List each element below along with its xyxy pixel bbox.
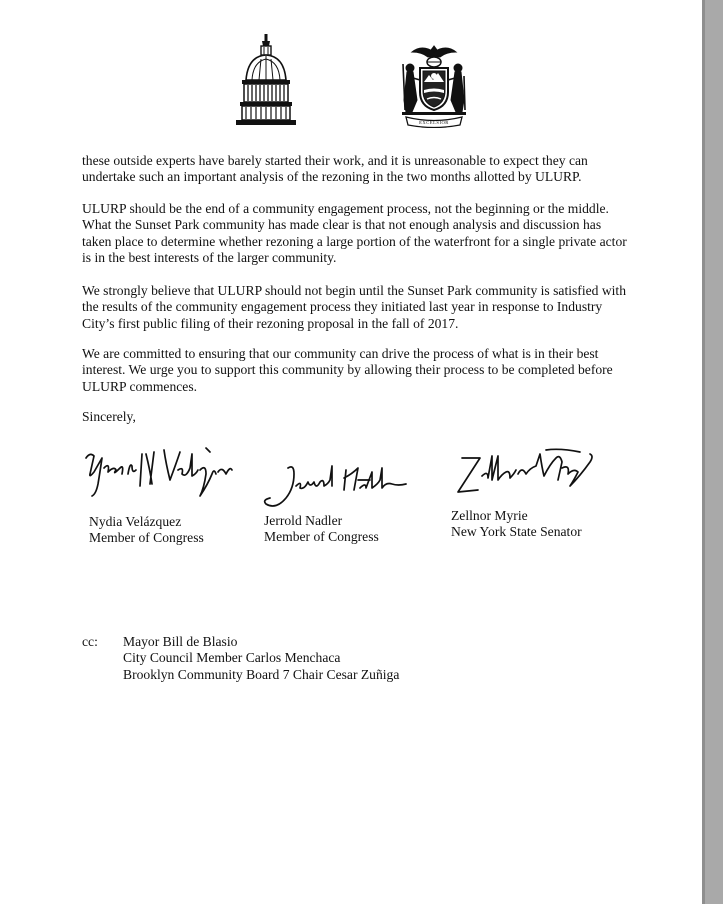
signature-velazquez xyxy=(80,444,240,510)
signer-name: Nydia Velázquez xyxy=(89,514,182,529)
signer-block-nadler xyxy=(264,513,379,546)
cc-recipient: City Council Member Carlos Menchaca xyxy=(123,650,341,666)
signer-title: Member of Congress xyxy=(89,530,204,546)
cc-recipient-list xyxy=(123,634,399,683)
signer-block-velazquez xyxy=(89,514,204,547)
paragraph-2: ULURP should be the end of a community engagement process, not the beginning or the middle. What the Sunset Park community has made clear is that not enough analysis and discussion has taken place to determine whether rezoning a large portion of the waterfront for a single private actor is in the best interests of the larger community. xyxy=(82,201,627,266)
closing-salutation: Sincerely, xyxy=(82,409,136,424)
new-york-state-seal xyxy=(398,44,470,128)
paragraph-4: We are committed to ensuring that our community can drive the process of what is in their best interest. We urge you to support this community by allowing their process to be completed before ULURP commences. xyxy=(82,346,613,394)
signer-title: Member of Congress xyxy=(264,529,379,545)
signature-nadler xyxy=(258,460,418,512)
paragraph-1: these outside experts have barely started their work, and it is unreasonable to expect they can undertake such an important analysis of the rezoning in the two months allotted by ULURP. xyxy=(82,153,588,185)
capitol-dome-seal xyxy=(232,34,300,128)
signer-title: New York State Senator xyxy=(451,524,582,540)
scrollbar-edge xyxy=(702,0,705,904)
signature-myrie xyxy=(450,446,598,508)
cc-label: cc: xyxy=(82,634,98,649)
scrollbar[interactable] xyxy=(702,0,723,904)
signer-name: Zellnor Myrie xyxy=(451,508,528,523)
cc-recipient: Brooklyn Community Board 7 Chair Cesar Zuñiga xyxy=(123,666,400,682)
paragraph-3: We strongly believe that ULURP should not begin until the Sunset Park community is satisfied with the results of the community engagement process they initiated last year in response to Industry City’s first public filing of their rezoning proposal in the fall of 2017. xyxy=(82,283,626,331)
nys-motto: EXCELSIOR xyxy=(419,120,449,125)
cc-recipient: Mayor Bill de Blasio xyxy=(123,634,238,649)
signer-name: Jerrold Nadler xyxy=(264,513,343,528)
signer-block-myrie xyxy=(451,508,582,541)
